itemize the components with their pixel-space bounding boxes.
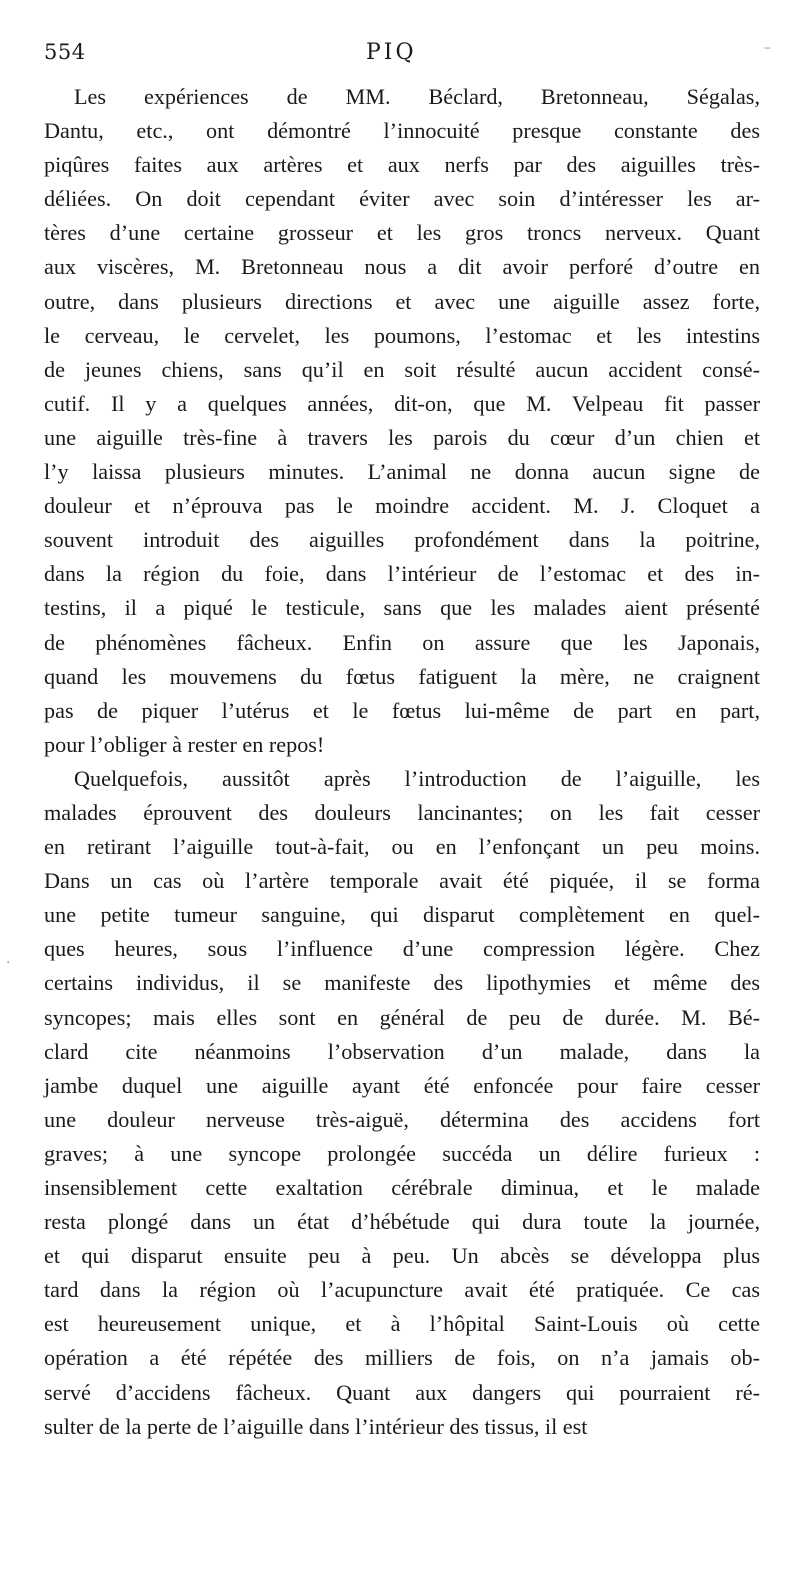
text-line: Quelquefois, aussitôt après l’introduction de l’aiguille, les [74, 765, 760, 791]
text-line: cutif. Il y a quelques années, dit-on, que M. Velpeau fit passer [44, 390, 760, 416]
text-line: insensiblement cette exaltation cérébrale diminua, et le malade [44, 1175, 760, 1200]
text-line: une petite tumeur sanguine, qui disparut complètement en quel- [44, 902, 760, 928]
text-line: ques heures, sous l’influence d’une compression légère. Chez [44, 936, 760, 962]
text-line: Dantu, etc., ont démontré l’innocuité presque constante des [44, 118, 760, 144]
text-line: l’y laissa plusieurs minutes. L’animal ne donna aucun signe de [44, 459, 760, 485]
text-line: en retirant l’aiguille tout-à-fait, ou en l’enfonçant un peu moins. [44, 834, 760, 860]
edge-mark: · [6, 955, 11, 971]
text-line: pas de piquer l’utérus et le fœtus lui-même de part en part, [44, 697, 760, 723]
text-line: servé d’accidens fâcheux. Quant aux dangers qui pourraient ré- [44, 1379, 760, 1405]
text-line: aux viscères, M. Bretonneau nous a dit avoir perforé d’outre en [44, 254, 760, 280]
text-line: resta plongé dans un état d’hébétude qui dura toute la journée, [44, 1209, 760, 1235]
text-line: déliées. On doit cependant éviter avec soin d’intéresser les ar- [44, 186, 760, 212]
text-line: malades éprouvent des douleurs lancinantes; on les fait cesser [44, 799, 760, 825]
text-line: de phénomènes fâcheux. Enfin on assure que les Japonais, [44, 629, 760, 655]
text-line: syncopes; mais elles sont en général de peu de durée. M. Bé- [44, 1004, 760, 1030]
page-header [44, 40, 760, 80]
text-line: piqûres faites aux artères et aux nerfs par des aiguilles très- [44, 152, 760, 178]
text-line: Dans un cas où l’artère temporale avait été piquée, il se forma [44, 868, 760, 894]
text-line: testins, il a piqué le testicule, sans que les malades aient présenté [44, 595, 760, 621]
paragraph [44, 80, 760, 762]
text-line: et qui disparut ensuite peu à peu. Un abcès se développa plus [44, 1243, 760, 1269]
text-line: douleur et n’éprouva pas le moindre accident. M. J. Cloquet a [44, 493, 760, 519]
text-line: est heureusement unique, et à l’hôpital Saint-Louis où cette [44, 1311, 760, 1337]
text-line: outre, dans plusieurs directions et avec une aiguille assez forte, [44, 288, 760, 314]
text-line: opération a été répétée des milliers de fois, on n’a jamais ob- [44, 1345, 760, 1371]
text-line: tères d’une certaine grosseur et les gros troncs nerveux. Quant [44, 220, 760, 246]
text-line: jambe duquel une aiguille ayant été enfoncée pour faire cesser [44, 1072, 760, 1098]
text-line: certains individus, il se manifeste des lipothymies et même des [44, 970, 760, 996]
text-line: Les expériences de MM. Béclard, Bretonneau, Ségalas, [74, 84, 760, 109]
text-line: souvent introduit des aiguilles profondément dans la poitrine, [44, 527, 760, 553]
text-line: tard dans la région où l’acupuncture avait été pratiquée. Ce cas [44, 1277, 760, 1303]
text-line: une douleur nerveuse très-aiguë, détermina des accidens fort [44, 1106, 760, 1132]
text-line: clard cite néanmoins l’observation d’un malade, dans la [44, 1038, 760, 1064]
running-head: PIQ [366, 40, 417, 65]
edge-mark: – [764, 40, 771, 56]
text-line: sulter de la perte de l’aiguille dans l’intérieur des tissus, il est [44, 1413, 588, 1439]
text-line: pour l’obliger à rester en repos! [44, 731, 325, 757]
text-line: une aiguille très-fine à travers les parois du cœur d’un chien et [44, 424, 760, 450]
paragraph [44, 762, 760, 1444]
page-number: 554 [44, 40, 86, 64]
text-line: graves; à une syncope prolongée succéda un délire furieux : [44, 1140, 760, 1166]
text-line: de jeunes chiens, sans qu’il en soit résulté aucun accident consé- [44, 356, 760, 382]
text-line: dans la région du foie, dans l’intérieur de l’estomac et des in- [44, 561, 760, 587]
body-text [44, 80, 760, 1444]
text-line: le cerveau, le cervelet, les poumons, l’estomac et les intestins [44, 322, 760, 348]
text-line: quand les mouvemens du fœtus fatiguent la mère, ne craignent [44, 663, 760, 689]
